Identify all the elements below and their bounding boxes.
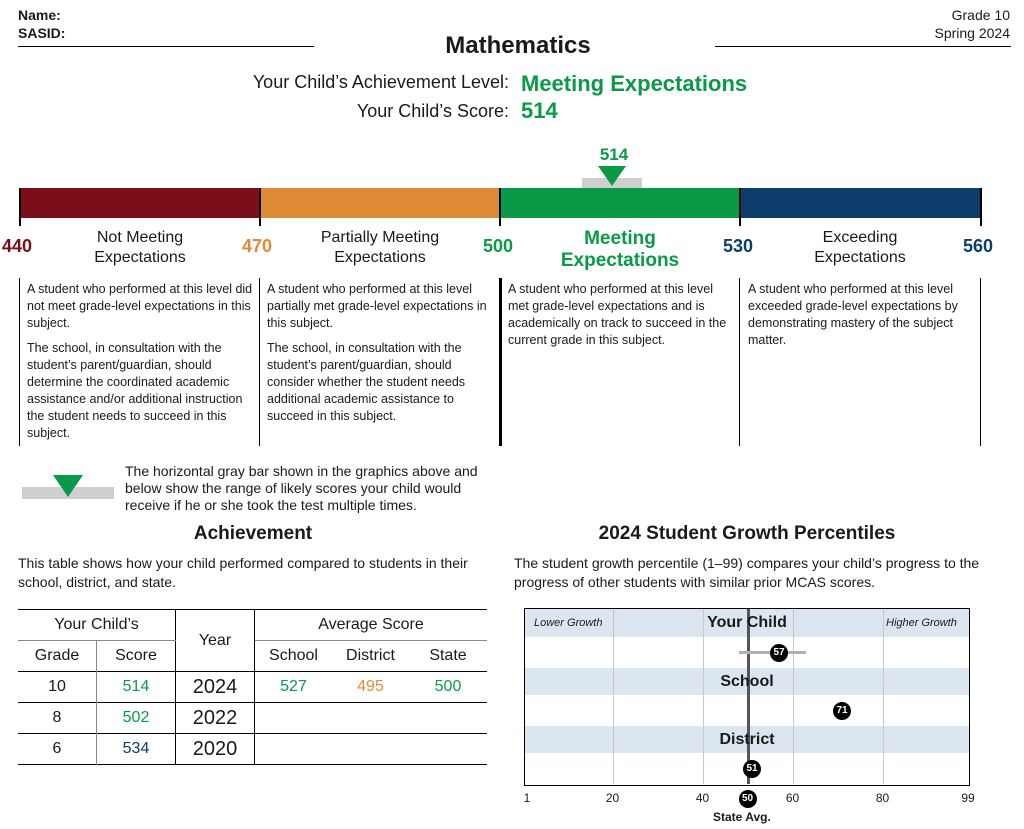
sgp-school-dot: 71 [833,702,851,720]
sgp-axis-tick: 1 [523,791,531,805]
legend-text: The horizontal gray bar shown in the graphics above and below show the range of likely scores your child would receive if he or she took the test multiple times. [125,463,478,513]
sgp-axis-tick: 80 [875,791,890,805]
sgp-gridline [793,609,794,784]
grade-header: Grade [18,641,97,672]
year-cell: 2020 [176,734,255,765]
higher-growth-label: Higher Growth [886,617,957,629]
state-avg-label: State Avg. [713,810,771,824]
sasid-label: SASID: [18,25,66,41]
band-exceeding [740,188,981,218]
tick-line-500 [499,188,501,226]
legend-marker-icon [53,475,83,499]
name-label: Name: [18,7,61,23]
lower-growth-label: Lower Growth [534,617,603,629]
tick-440: 440 [2,236,33,256]
desc-border-3 [499,278,502,446]
score-label: Your Child’s Score: [356,101,509,121]
year-cell: 2022 [176,703,255,734]
level-not-meeting-desc [27,281,255,450]
band-partially-meeting [260,188,500,218]
desc-paragraph: A student who performed at this level did not meet grade-level expectations in this subject. [27,282,253,330]
score-header: Score [97,641,176,672]
score-cell: 534 [97,734,176,765]
desc-paragraph: The school, in consultation with the student’s parent/guardian, should determine the coordinated academic assistance and/or additional instruction the student needs to succeed in this subject. [27,341,243,440]
grade-label: Grade 10 [951,7,1010,23]
tick-560: 560 [963,236,994,256]
season-label: Spring 2024 [934,25,1010,41]
your-childs-header: Your Child’s [18,610,176,641]
tick-530: 530 [723,236,754,256]
score-marker-icon [598,166,626,188]
tick-line-440 [19,188,21,226]
level-meeting-name: Meeting Expectations [560,228,680,271]
level-exceeding-name: Exceeding Expectations [814,229,906,266]
state-header: State [429,647,467,664]
district-header: District [346,647,395,664]
table-row [18,672,487,703]
grade-cell: 10 [18,672,97,703]
desc-paragraph: A student who performed at this level met grade-level expectations and is academically on track to succeed in the current grade in this subject. [508,282,727,347]
average-score-header: Average Score [255,610,488,641]
tick-line-560 [980,188,982,226]
achievement-table [18,609,487,765]
achievement-intro: This table shows how your child performed compared to students in their school, district, and state. [18,555,468,590]
desc-paragraph: A student who performed at this level exceeded grade-level expectations by demonstrating mastery of the subject matter. [748,282,958,347]
sgp-gridline [613,609,614,784]
achievement-level-value: Meeting Expectations [521,71,748,96]
sgp-gridline [883,609,884,784]
sgp-axis-tick: 40 [695,791,710,805]
achievement-level-label: Your Child’s Achievement Level: [252,72,509,92]
grade-cell: 8 [18,703,97,734]
sgp-axis-tick: 20 [605,791,620,805]
desc-border-5 [980,278,981,446]
tick-line-470 [259,188,261,226]
district-avg-cell: 495 [357,678,384,695]
desc-paragraph: The school, in consultation with the student’s parent/guardian, should consider whether the student needs additional academic assistance to succeed in this subject. [267,341,466,423]
sgp-row-label-district: District [719,731,775,748]
subject-title: Mathematics [445,32,591,59]
level-not-meeting-name: Not Meeting Expectations [94,229,186,266]
desc-border-4 [739,278,740,446]
achievement-title: Achievement [193,523,313,544]
sgp-axis-tick: 60 [785,791,800,805]
score-value: 514 [521,98,558,123]
growth-title: 2024 Student Growth Percentiles [598,523,896,544]
state-avg-cell: 500 [434,678,462,695]
school-header: School [269,647,318,664]
desc-border-1 [19,278,20,446]
desc-border-2 [259,278,260,446]
year-header: Year [176,610,255,672]
score-cell: 502 [97,703,176,734]
growth-intro: The student growth percentile (1–99) compares your child’s progress to the progress of other students with similar prior MCAS scores. [514,555,980,590]
grade-cell: 6 [18,734,97,765]
level-meeting-desc [508,281,734,357]
scale-marker-score: 514 [599,145,629,164]
table-row [18,734,487,765]
sgp-district-dot: 51 [743,760,761,778]
sgp-midline [747,609,750,784]
table-row [18,703,487,734]
tick-line-530 [739,188,741,226]
level-partially-meeting-name: Partially Meeting Expectations [320,229,440,266]
sgp-state-avg-dot: 50 [739,790,757,808]
sgp-your-child-dot: 57 [770,644,788,662]
tick-470: 470 [242,236,273,256]
sgp-row-label-your-child: Your Child [707,614,787,631]
score-cell: 514 [97,672,176,703]
sgp-row-label-school: School [720,673,774,690]
band-meeting [500,188,740,218]
level-exceeding-desc [748,281,976,357]
school-avg-cell: 527 [280,678,307,695]
level-partially-meeting-desc [267,281,495,433]
year-cell: 2024 [176,672,255,703]
sgp-axis-tick: 99 [961,791,975,805]
band-not-meeting [20,188,260,218]
tick-500: 500 [483,236,514,256]
sgp-gridline [703,609,704,784]
desc-paragraph: A student who performed at this level partially met grade-level expectations in this subject. [267,282,487,330]
